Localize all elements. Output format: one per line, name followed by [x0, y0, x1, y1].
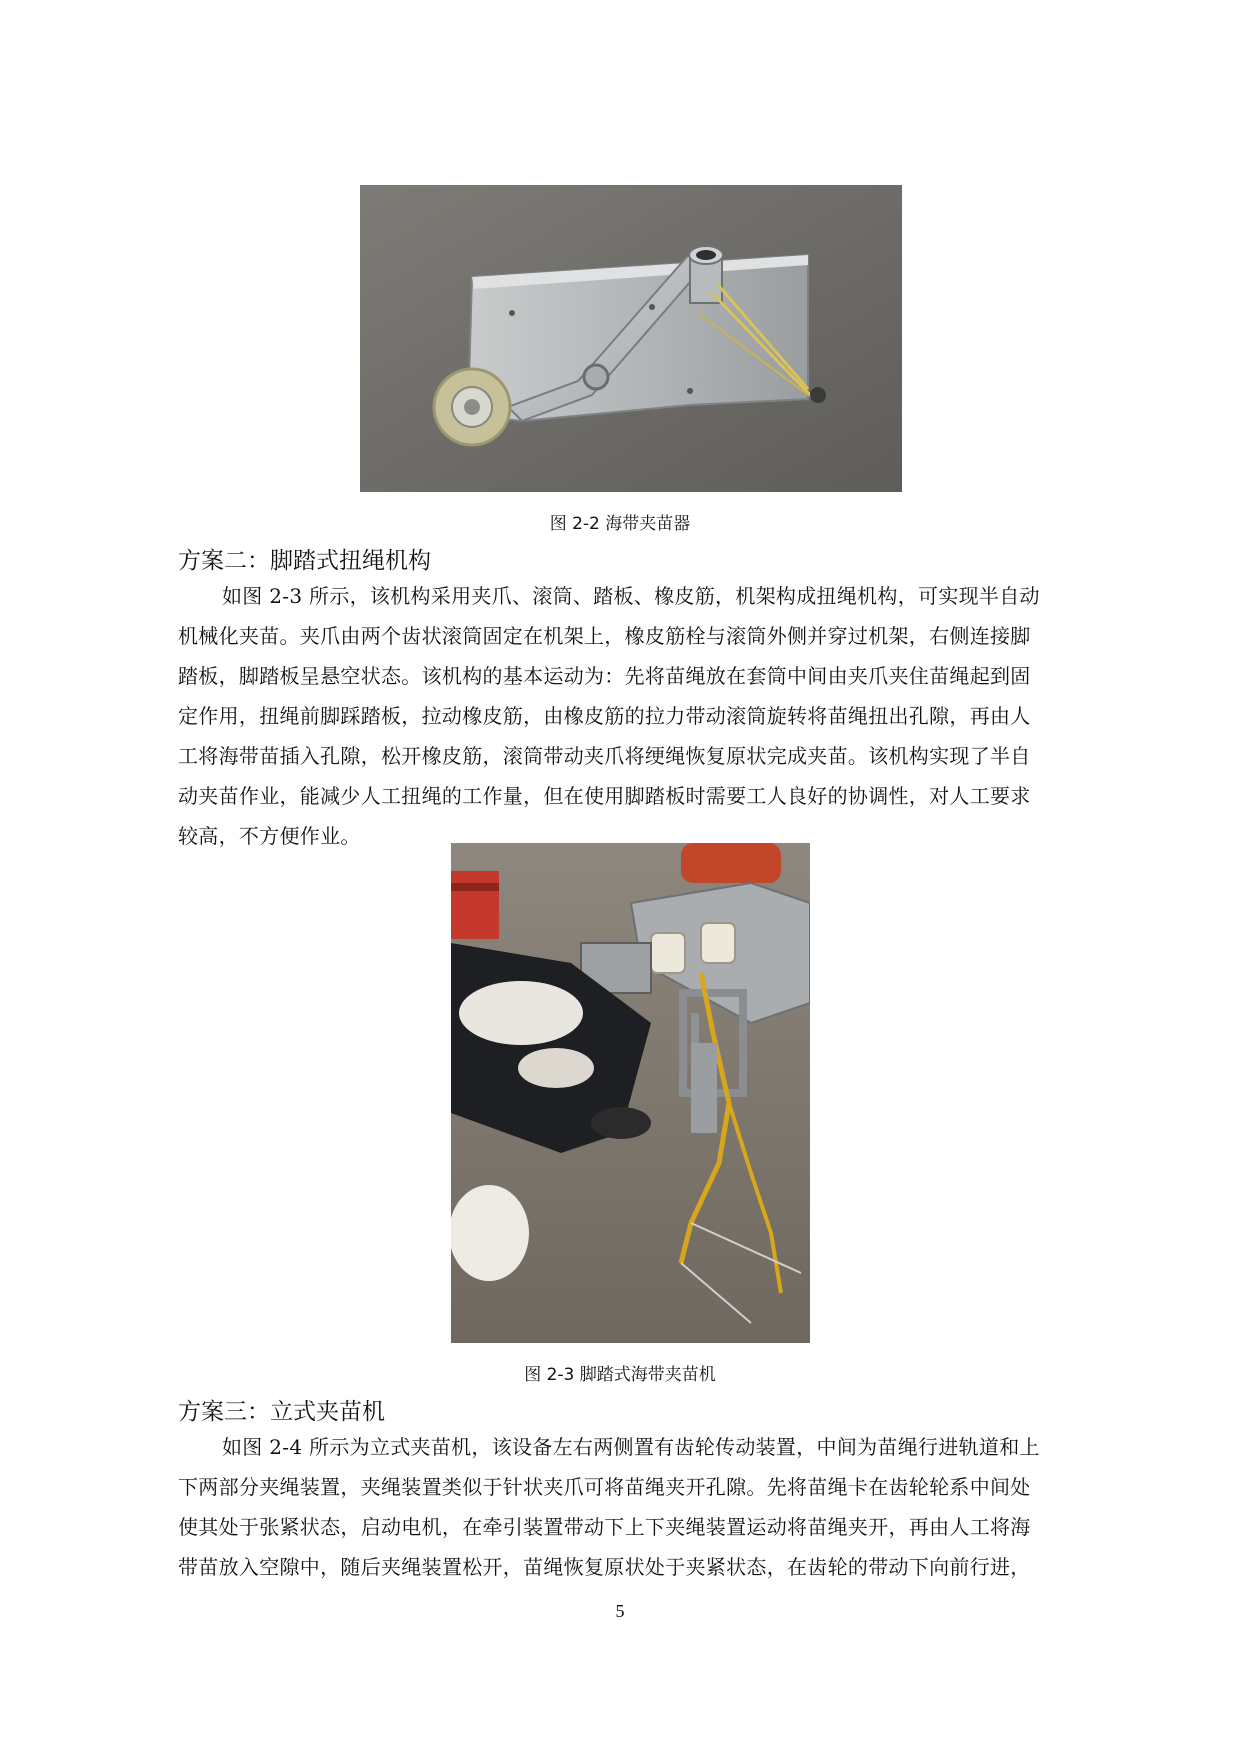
- figure-2-3-caption: 图 2-3 脚踏式海带夹苗机: [524, 1365, 716, 1385]
- paragraph-line: 机械化夹苗。夹爪由两个齿状滚筒固定在机架上，橡皮筋栓与滚筒外侧并穿过机架，右侧连接脚: [178, 624, 1031, 648]
- figure-2-3-photo: [451, 843, 810, 1343]
- section-heading-scheme-2: 方案二：脚踏式扭绳机构: [178, 548, 431, 574]
- page-number: 5: [615, 1601, 625, 1621]
- figure-2-2-caption: 图 2-2 海带夹苗器: [549, 514, 691, 534]
- paragraph-line: 定作用，扭绳前脚踩踏板，拉动橡皮筋，由橡皮筋的拉力带动滚筒旋转将苗绳扭出孔隙，再由人: [178, 704, 1031, 728]
- section-heading-scheme-3: 方案三：立式夹苗机: [178, 1399, 385, 1425]
- paragraph-line: 如图 2-3 所示，该机构采用夹爪、滚筒、踏板、橡皮筋，机架构成扭绳机构，可实现半自动: [222, 584, 1040, 608]
- paragraph-line: 如图 2-4 所示为立式夹苗机，该设备左右两侧置有齿轮传动装置，中间为苗绳行进轨道和上: [222, 1435, 1040, 1459]
- paragraph-line: 带苗放入空隙中，随后夹绳装置松开，苗绳恢复原状处于夹紧状态，在齿轮的带动下向前行进，: [178, 1555, 1031, 1579]
- figure-2-2-photo: [360, 185, 902, 492]
- section-paragraph-scheme-2: [178, 576, 1092, 856]
- paragraph-line: 较高，不方便作业。: [178, 824, 361, 848]
- kelp-clamp-device-photo: [360, 185, 902, 492]
- foot-pedal-clamp-machine-photo: [451, 843, 810, 1343]
- paragraph-line: 动夹苗作业，能减少人工扭绳的工作量，但在使用脚踏板时需要工人良好的协调性，对人工要求: [178, 784, 1031, 808]
- paragraph-line: 使其处于张紧状态，启动电机，在牵引装置带动下上下夹绳装置运动将苗绳夹开，再由人工将海: [178, 1515, 1031, 1539]
- section-paragraph-scheme-3: [178, 1427, 1092, 1587]
- paragraph-line: 工将海带苗插入孔隙，松开橡皮筋，滚筒带动夹爪将绠绳恢复原状完成夹苗。该机构实现了半自: [178, 744, 1031, 768]
- paragraph-line: 踏板，脚踏板呈悬空状态。该机构的基本运动为：先将苗绳放在套筒中间由夹爪夹住苗绳起到固: [178, 664, 1031, 688]
- paragraph-line: 下两部分夹绳装置，夹绳装置类似于针状夹爪可将苗绳夹开孔隙。先将苗绳卡在齿轮轮系中间处: [178, 1475, 1031, 1499]
